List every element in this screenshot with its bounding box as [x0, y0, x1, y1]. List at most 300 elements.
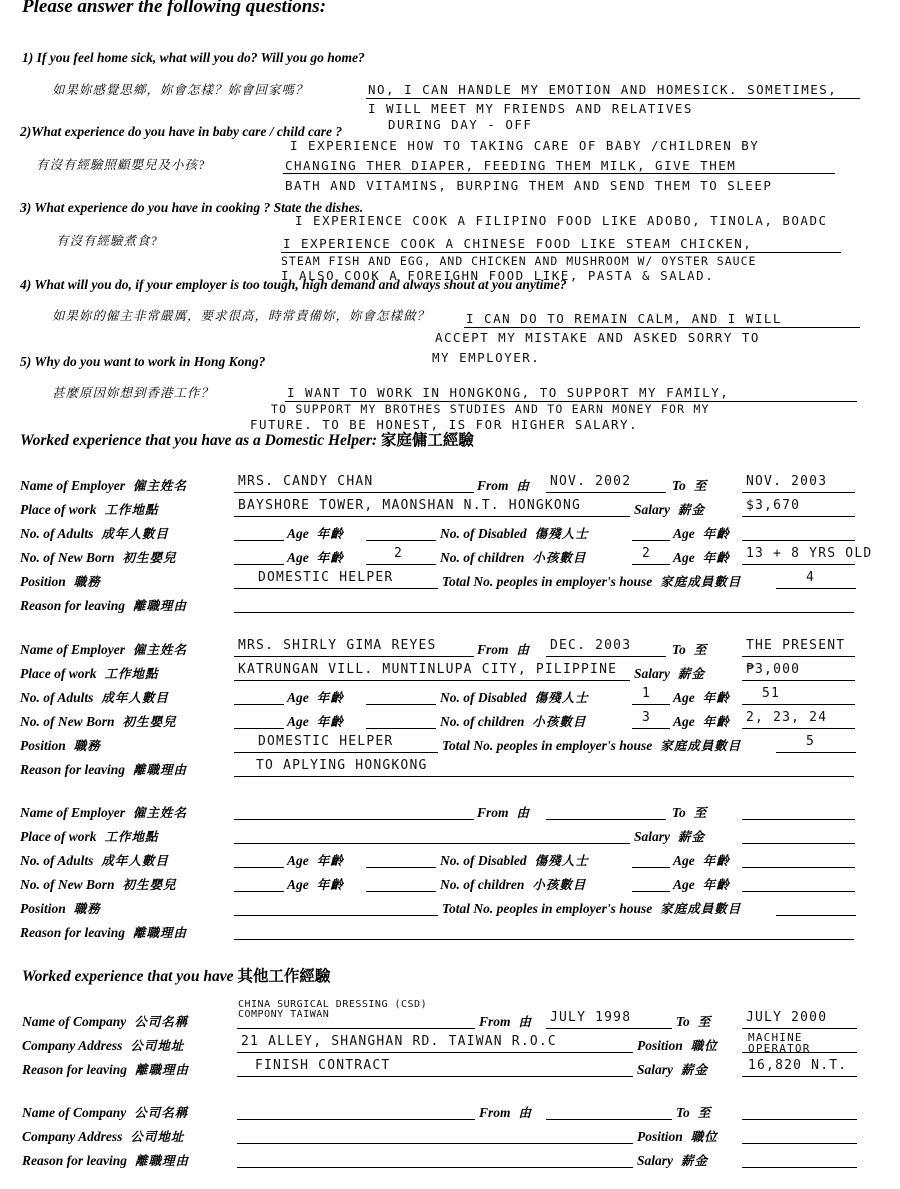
answer-2-line-1: I EXPERIENCE HOW TO TAKING CARE OF BABY /CHILDREN BY: [290, 138, 760, 153]
label-to-cn: 至: [693, 479, 708, 493]
label-age-2-cn: 年齡: [702, 691, 730, 705]
label-newborn-en: No. of New Born: [20, 714, 115, 729]
label-to-en: To: [676, 1105, 690, 1120]
label-place-en: Place of work: [20, 502, 97, 517]
label-total-cn: 家庭成員數目: [660, 902, 742, 916]
label-position: [20, 899, 101, 917]
label-children-cn: 小孩數目: [532, 878, 587, 892]
label-place-cn: 工作地點: [104, 830, 159, 844]
label-age-2-en: Age: [673, 690, 695, 705]
from-field-line: [546, 492, 666, 493]
answer-1-line-1: NO, I CAN HANDLE MY EMOTION AND HOMESICK. SOMETIMES,: [368, 82, 838, 97]
from-field-line: [546, 819, 666, 820]
label-age: [287, 851, 344, 869]
label-position: [20, 572, 101, 590]
label-age-4: [673, 712, 730, 730]
label-from: [477, 803, 530, 821]
disabled-age-field-line: [742, 704, 855, 705]
total-field[interactable]: 5: [806, 734, 816, 749]
place-field-line: [234, 516, 630, 517]
label-disabled-en: No. of Disabled: [440, 526, 527, 541]
reason-field-line: [234, 612, 854, 613]
reason-field-line: [234, 939, 854, 940]
label-children-en: No. of children: [440, 877, 525, 892]
answer-1-line-3: DURING DAY - OFF: [388, 117, 533, 132]
to-field-line: [742, 1028, 857, 1029]
label-newborn-cn: 初生嬰兒: [122, 715, 177, 729]
label-age-4-en: Age: [673, 714, 695, 729]
label-position-en: Position: [20, 574, 66, 589]
salary-field-line: [742, 680, 855, 681]
question-1-cn: 如果妳感覺思鄉，妳會怎樣？妳會回家嗎？: [52, 83, 309, 97]
label-company: [22, 1103, 188, 1121]
address-field[interactable]: 21 ALLEY, SHANGHAN RD. TAIWAN R.O.C: [241, 1034, 557, 1049]
to-field-line: [742, 1119, 857, 1120]
label-age-3: [287, 875, 344, 893]
other-heading-cn: 其他工作經驗: [237, 968, 331, 985]
label-reason-en: Reason for leaving: [22, 1153, 128, 1168]
children-field[interactable]: 3: [642, 710, 652, 725]
question-4-cn: 如果妳的僱主非常嚴厲，要求很高，時常責備妳，妳會怎樣做？: [52, 309, 431, 323]
from-field-line: [546, 656, 666, 657]
company-field-line: [237, 1028, 475, 1029]
label-position-cn: 職務: [73, 902, 101, 916]
label-company-en: Name of Company: [22, 1014, 127, 1029]
label-position-en: Position: [637, 1038, 683, 1053]
address-field-line: [237, 1052, 633, 1053]
label-reason-cn: 離職理由: [135, 1063, 190, 1077]
label-company: [22, 1012, 188, 1030]
answer-3-line-4: I ALSO COOK A FOREIGHN FOOD LIKE, PASTA & SALAD.: [281, 268, 715, 283]
question-5-cn: 甚麼原因妳想到香港工作？: [52, 386, 215, 400]
label-adults-en: No. of Adults: [20, 526, 94, 541]
label-newborn-en: No. of New Born: [20, 877, 115, 892]
label-disabled-cn: 傷殘人士: [534, 691, 589, 705]
label-place-en: Place of work: [20, 829, 97, 844]
label-employer-cn: 僱主姓名: [132, 643, 187, 657]
adults-age-field-line: [366, 704, 436, 705]
label-salary-cn: 薪金: [681, 1154, 709, 1168]
label-employer-en: Name of Employer: [20, 805, 125, 820]
children-age-field-line: [742, 728, 855, 729]
label-to-cn: 至: [693, 643, 708, 657]
label-age-4-en: Age: [673, 550, 695, 565]
label-total: [442, 572, 741, 590]
label-age-4: [673, 548, 730, 566]
label-total: [442, 736, 741, 754]
reason-field-line: [237, 1076, 633, 1077]
label-disabled-cn: 傷殘人士: [534, 854, 589, 868]
to-field-line: [742, 492, 855, 493]
position-field[interactable]: MACHINE OPERATOR: [748, 1031, 811, 1055]
label-from: [479, 1103, 532, 1121]
label-age-cn: 年齡: [316, 691, 344, 705]
label-reason: [22, 1151, 189, 1169]
question-2-cn: 有沒有經驗照顧嬰兒及小孩?: [36, 158, 206, 172]
place-field[interactable]: BAYSHORE TOWER, MAONSHAN N.T. HONGKONG: [238, 498, 582, 513]
question-3-cn: 有沒有經驗煮食?: [56, 234, 158, 248]
label-age-3-cn: 年齡: [316, 715, 344, 729]
to-field[interactable]: JULY 2000: [746, 1010, 828, 1025]
label-adults: [20, 524, 169, 542]
answer-5-line-2: TO SUPPORT MY BROTHES STUDIES AND TO EARN MONEY FOR MY: [271, 402, 710, 416]
children-age-field[interactable]: 2, 23, 24: [746, 710, 828, 725]
total-field-line: [776, 915, 856, 916]
label-children-cn: 小孩數目: [532, 551, 587, 565]
label-company-cn: 公司名稱: [134, 1106, 189, 1120]
answer-5-line-3: FUTURE. TO BE HONEST, IS FOR HIGHER SALARY.: [250, 417, 639, 432]
label-employer: [20, 803, 187, 821]
label-place: [20, 664, 159, 682]
label-adults: [20, 688, 169, 706]
reason-field[interactable]: TO APLYING HONGKONG: [256, 758, 428, 773]
label-reason-cn: 離職理由: [135, 1154, 190, 1168]
salary-field-line: [742, 843, 855, 844]
label-salary-en: Salary: [637, 1062, 674, 1077]
label-address: [22, 1036, 184, 1054]
place-field-line: [234, 843, 630, 844]
label-position-cn: 職務: [73, 575, 101, 589]
label-position-cn: 職位: [690, 1039, 718, 1053]
label-reason-cn: 離職理由: [133, 926, 188, 940]
domestic-heading-cn: 家庭傭工經驗: [380, 432, 474, 449]
other-section-heading: [22, 964, 330, 986]
label-position: [637, 1127, 718, 1145]
label-employer-cn: 僱主姓名: [132, 806, 187, 820]
label-age-2: [673, 524, 730, 542]
employer-field[interactable]: MRS. CANDY CHAN: [238, 474, 374, 489]
question-2: 2)What experience do you have in baby care / child care ?: [20, 124, 343, 139]
disabled-age-field[interactable]: 51: [762, 686, 781, 701]
label-age-3-en: Age: [287, 877, 309, 892]
to-field-line: [742, 819, 855, 820]
label-age: [287, 688, 344, 706]
label-to-en: To: [672, 805, 686, 820]
label-address-en: Company Address: [22, 1129, 123, 1144]
children-age-field[interactable]: 13 + 8 YRS OLD: [746, 546, 873, 561]
other-heading-en: Worked experience that you have: [22, 968, 234, 985]
label-salary-cn: 薪金: [678, 830, 706, 844]
from-field-line: [546, 1028, 672, 1029]
label-position-en: Position: [637, 1129, 683, 1144]
label-adults-en: No. of Adults: [20, 690, 94, 705]
question-3: 3) What experience do you have in cooking ? State the dishes.: [20, 200, 364, 215]
from-field[interactable]: JULY 1998: [550, 1010, 632, 1025]
label-age-en: Age: [287, 526, 309, 541]
answer-3-line-3: STEAM FISH AND EGG, AND CHICKEN AND MUSHROOM W/ OYSTER SAUCE: [281, 254, 757, 268]
domestic-heading-en: Worked experience that you have as a Domestic Helper:: [20, 432, 378, 449]
label-age-3-en: Age: [287, 714, 309, 729]
label-reason: [22, 1060, 189, 1078]
position-field[interactable]: DOMESTIC HELPER: [258, 734, 394, 749]
label-place: [20, 500, 159, 518]
salary-field-line: [742, 1167, 857, 1168]
label-newborn: [20, 712, 177, 730]
label-reason-en: Reason for leaving: [20, 925, 126, 940]
label-from-cn: 由: [516, 643, 531, 657]
label-children-en: No. of children: [440, 550, 525, 565]
label-position-cn: 職位: [690, 1130, 718, 1144]
label-age-cn: 年齡: [316, 854, 344, 868]
disabled-field-line: [632, 704, 670, 705]
label-newborn-cn: 初生嬰兒: [122, 878, 177, 892]
label-address-en: Company Address: [22, 1038, 123, 1053]
label-age-2: [673, 688, 730, 706]
label-to-en: To: [672, 478, 686, 493]
label-to: [672, 803, 707, 821]
label-adults-cn: 成年人數目: [101, 691, 169, 705]
label-to: [676, 1103, 711, 1121]
label-age-4: [673, 875, 730, 893]
adults-field-line: [234, 867, 284, 868]
label-age-3: [287, 712, 344, 730]
label-total-en: Total No. peoples in employer's house: [442, 738, 653, 753]
label-age-3: [287, 548, 344, 566]
label-children: [440, 875, 586, 893]
company-field-line: [237, 1119, 475, 1120]
newborn-age-field[interactable]: 2: [394, 546, 404, 561]
label-position-en: Position: [20, 738, 66, 753]
newborn-field-line: [234, 564, 284, 565]
label-employer-cn: 僱主姓名: [132, 479, 187, 493]
label-age-2-en: Age: [673, 526, 695, 541]
label-place-en: Place of work: [20, 666, 97, 681]
label-salary: [637, 1151, 708, 1169]
label-total: [442, 899, 741, 917]
label-place-cn: 工作地點: [104, 667, 159, 681]
newborn-field-line: [234, 891, 284, 892]
answer-2-line-3: BATH AND VITAMINS, BURPING THEM AND SEND THEM TO SLEEP: [285, 178, 773, 193]
label-company-en: Name of Company: [22, 1105, 127, 1120]
label-salary-en: Salary: [634, 666, 671, 681]
salary-field[interactable]: 16,820 N.T.: [748, 1058, 848, 1073]
newborn-age-field-line: [366, 564, 436, 565]
label-position: [20, 736, 101, 754]
total-field-line: [776, 752, 856, 753]
label-to-cn: 至: [697, 1106, 712, 1120]
label-age-en: Age: [287, 690, 309, 705]
label-to-en: To: [676, 1014, 690, 1029]
label-to: [672, 476, 707, 494]
label-address-cn: 公司地址: [130, 1130, 185, 1144]
label-employer: [20, 640, 187, 658]
salary-field[interactable]: $3,670: [746, 498, 801, 513]
reason-field-line: [237, 1167, 633, 1168]
label-address-cn: 公司地址: [130, 1039, 185, 1053]
to-field[interactable]: THE PRESENT: [746, 638, 846, 653]
position-field-line: [234, 915, 438, 916]
page-title: Please answer the following questions:: [22, 0, 327, 17]
label-reason-en: Reason for leaving: [20, 598, 126, 613]
newborn-age-field-line: [366, 891, 436, 892]
label-adults-en: No. of Adults: [20, 853, 94, 868]
place-field-line: [234, 680, 630, 681]
label-from: [477, 476, 530, 494]
label-company-cn: 公司名稱: [134, 1015, 189, 1029]
disabled-field-line: [632, 540, 670, 541]
label-newborn-en: No. of New Born: [20, 550, 115, 565]
label-children: [440, 712, 586, 730]
domestic-section-heading: [20, 428, 474, 450]
answer-5-line-1: I WANT TO WORK IN HONGKONG, TO SUPPORT MY FAMILY,: [287, 385, 730, 400]
label-age-3-cn: 年齡: [316, 551, 344, 565]
question-4: 4) What will you do, if your employer is too tough, high demand and always shout at you anytime?: [20, 277, 567, 292]
position-field[interactable]: DOMESTIC HELPER: [258, 570, 394, 585]
label-from: [479, 1012, 532, 1030]
label-adults-cn: 成年人數目: [101, 527, 169, 541]
label-reason: [20, 760, 187, 778]
children-field[interactable]: 2: [642, 546, 652, 561]
answer-4-line-2: ACCEPT MY MISTAKE AND ASKED SORRY TO: [435, 330, 760, 345]
to-field[interactable]: NOV. 2003: [746, 474, 828, 489]
answer-3-underline: [281, 252, 841, 253]
answer-3-line-2: I EXPERIENCE COOK A CHINESE FOOD LIKE STEAM CHICKEN,: [283, 236, 753, 251]
label-disabled: [440, 688, 589, 706]
label-children-en: No. of children: [440, 714, 525, 729]
salary-field[interactable]: ₱3,000: [746, 662, 801, 677]
label-salary-cn: 薪金: [678, 503, 706, 517]
label-salary-cn: 薪金: [678, 667, 706, 681]
answer-4-underline: [464, 327, 860, 328]
company-field[interactable]: CHINA SURGICAL DRESSING (CSD) COMPONY TAIWAN: [238, 999, 428, 1020]
label-from-cn: 由: [516, 806, 531, 820]
from-field[interactable]: DEC. 2003: [550, 638, 632, 653]
answer-4-line-1: I CAN DO TO REMAIN CALM, AND I WILL: [466, 311, 782, 326]
disabled-age-field-line: [742, 867, 855, 868]
salary-field-line: [742, 516, 855, 517]
label-from-en: From: [477, 642, 509, 657]
label-from-en: From: [479, 1014, 511, 1029]
label-age-4-cn: 年齡: [702, 878, 730, 892]
adults-age-field-line: [366, 867, 436, 868]
label-employer: [20, 476, 187, 494]
label-disabled-en: No. of Disabled: [440, 853, 527, 868]
label-reason: [20, 596, 187, 614]
label-reason: [20, 923, 187, 941]
children-age-field-line: [742, 564, 855, 565]
label-disabled-en: No. of Disabled: [440, 690, 527, 705]
label-age-2-cn: 年齡: [702, 854, 730, 868]
label-total-cn: 家庭成員數目: [660, 575, 742, 589]
label-children-cn: 小孩數目: [532, 715, 587, 729]
label-disabled-cn: 傷殘人士: [534, 527, 589, 541]
label-age-2: [673, 851, 730, 869]
label-total-en: Total No. peoples in employer's house: [442, 574, 653, 589]
employer-field-line: [234, 656, 474, 657]
salary-field-line: [742, 1076, 857, 1077]
label-employer-en: Name of Employer: [20, 642, 125, 657]
reason-field[interactable]: FINISH CONTRACT: [255, 1058, 391, 1073]
label-age-2-en: Age: [673, 853, 695, 868]
label-to-cn: 至: [697, 1015, 712, 1029]
answer-2-line-2: CHANGING THER DIAPER, FEEDING THEM MILK, GIVE THEM: [285, 158, 737, 173]
label-age-3-en: Age: [287, 550, 309, 565]
children-age-field-line: [742, 891, 855, 892]
label-reason-cn: 離職理由: [133, 599, 188, 613]
employer-field-line: [234, 819, 474, 820]
label-place: [20, 827, 159, 845]
label-adults-cn: 成年人數目: [101, 854, 169, 868]
total-field-line: [776, 588, 856, 589]
label-age-4-en: Age: [673, 877, 695, 892]
label-disabled: [440, 524, 589, 542]
question-1: 1) If you feel home sick, what will you do? Will you go home?: [22, 50, 365, 65]
answer-4-line-3: MY EMPLOYER.: [432, 350, 541, 365]
reason-field-line: [234, 776, 854, 777]
newborn-age-field-line: [366, 728, 436, 729]
label-newborn: [20, 875, 177, 893]
from-field[interactable]: NOV. 2002: [550, 474, 632, 489]
label-salary: [634, 664, 705, 682]
label-from-cn: 由: [516, 479, 531, 493]
label-age-4-cn: 年齡: [702, 715, 730, 729]
adults-field-line: [234, 540, 284, 541]
from-field-line: [546, 1119, 672, 1120]
label-from-en: From: [477, 805, 509, 820]
disabled-field-line: [632, 867, 670, 868]
label-newborn: [20, 548, 177, 566]
question-5: 5) Why do you want to work in Hong Kong?: [20, 354, 266, 369]
children-field-line: [632, 728, 670, 729]
label-from-cn: 由: [518, 1015, 533, 1029]
answer-1-line-2: I WILL MEET MY FRIENDS AND RELATIVES: [368, 101, 693, 116]
adults-field-line: [234, 704, 284, 705]
label-position: [637, 1036, 718, 1054]
label-from: [477, 640, 530, 658]
label-employer-en: Name of Employer: [20, 478, 125, 493]
newborn-field-line: [234, 728, 284, 729]
label-salary: [637, 1060, 708, 1078]
answer-2-underline: [283, 173, 835, 174]
label-from-en: From: [477, 478, 509, 493]
label-reason-en: Reason for leaving: [22, 1062, 128, 1077]
label-salary-en: Salary: [637, 1153, 674, 1168]
adults-age-field-line: [366, 540, 436, 541]
disabled-field[interactable]: 1: [642, 686, 652, 701]
label-age-3-cn: 年齡: [316, 878, 344, 892]
to-field-line: [742, 656, 855, 657]
position-field-line: [234, 752, 438, 753]
label-disabled: [440, 851, 589, 869]
children-field-line: [632, 891, 670, 892]
employer-field[interactable]: MRS. SHIRLY GIMA REYES: [238, 638, 437, 653]
position-field-line: [742, 1143, 857, 1144]
label-salary-en: Salary: [634, 829, 671, 844]
label-salary-en: Salary: [634, 502, 671, 517]
label-position-cn: 職務: [73, 739, 101, 753]
label-age-cn: 年齡: [316, 527, 344, 541]
label-age: [287, 524, 344, 542]
label-reason-cn: 離職理由: [133, 763, 188, 777]
label-to-cn: 至: [693, 806, 708, 820]
label-address: [22, 1127, 184, 1145]
label-age-en: Age: [287, 853, 309, 868]
label-children: [440, 548, 586, 566]
total-field[interactable]: 4: [806, 570, 816, 585]
label-salary: [634, 500, 705, 518]
answer-3-line-1: I EXPERIENCE COOK A FILIPINO FOOD LIKE ADOBO, TINOLA, BOADC: [295, 213, 828, 228]
label-salary: [634, 827, 705, 845]
label-salary-cn: 薪金: [681, 1063, 709, 1077]
place-field[interactable]: KATRUNGAN VILL. MUNTINLUPA CITY, PILIPPINE: [238, 662, 618, 677]
label-position-en: Position: [20, 901, 66, 916]
label-from-en: From: [479, 1105, 511, 1120]
address-field-line: [237, 1143, 633, 1144]
label-from-cn: 由: [518, 1106, 533, 1120]
answer-1-underline: [366, 98, 860, 99]
position-field-line: [234, 588, 438, 589]
label-to: [676, 1012, 711, 1030]
